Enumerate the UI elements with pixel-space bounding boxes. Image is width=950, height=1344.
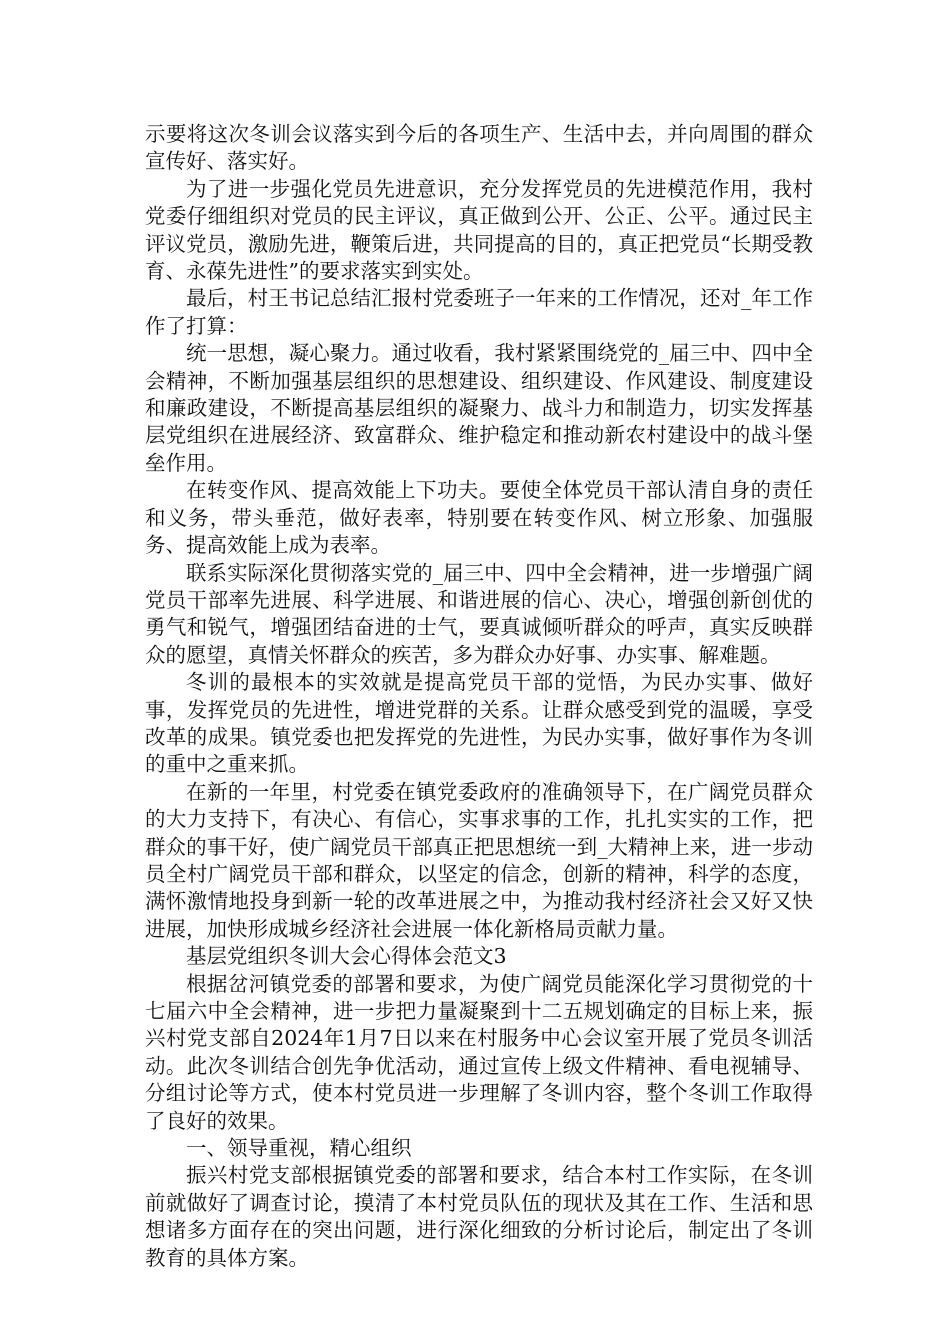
document-body bbox=[145, 121, 813, 1272]
paragraph-1: 示要将这次冬训会议落实到今后的各项生产、生活中去，并向周围的群众宣传好、落实好。 bbox=[145, 122, 813, 174]
paragraph-10: 振兴村党支部根据镇党委的部署和要求，结合本村工作实际，在冬训前就做好了调查讨论，摸清了本村党员队伍的现状及其在工作、生活和思想诸多方面存在的突出问题，进行深化细致的分析讨论后，制定出了冬训教育的具体方案。 bbox=[145, 1163, 813, 1270]
paragraph-9: 根据岔河镇党委的部署和要求，为使广阔党员能深化学习贯彻党的十七届六中全会精神，进一步把力量凝聚到十二五规划确定的目标上来，振兴村党支部自2024年1月7日以来在村服务中心会议室开展了党员冬训活动。此次冬训结合创先争优活动，通过宣传上级文件精神、看电视辅导、分组讨论等方式，使本村党员进一步理解了冬训内容，整个冬训工作取得了良好的效果。 bbox=[145, 971, 813, 1133]
section-title: 基层党组织冬训大会心得体会范文3 bbox=[186, 944, 507, 969]
paragraph-3: 最后，村王书记总结汇报村党委班子一年来的工作情况，还对_年工作作了打算： bbox=[145, 286, 813, 338]
paragraph-2: 为了进一步强化党员先进意识，充分发挥党员的先进模范作用，我村党委仔细组织对党员的民主评议，真正做到公开、公正、公平。通过民主评议党员，激励先进，鞭策后进，共同提高的目的，真正把党员“长期受教育、永葆先进性”的要求落实到实处。 bbox=[145, 176, 813, 284]
paragraph-4: 统一思想，凝心聚力。通过收看，我村紧紧围绕党的_届三中、四中全会精神，不断加强基层组织的思想建设、组织建设、作风建设、制度建设和廉政建设，不断提高基层组织的凝聚力、战斗力和制造力，切实发挥基层党组织在进展经济、致富群众、维护稳定和推动新农村建设中的战斗堡垒作用。 bbox=[145, 341, 813, 475]
subsection-heading: 一、领导重视，精心组织 bbox=[186, 1136, 412, 1161]
paragraph-7: 冬训的最根本的实效就是提高党员干部的觉悟，为民办实事、做好事，发挥党员的先进性，增进党群的关系。让群众感受到党的温暖，享受改革的成果。镇党委也把发挥党的先进性，为民办实事，做好事作为冬训的重中之重来抓。 bbox=[145, 670, 813, 777]
paragraph-6: 联系实际深化贯彻落实党的_届三中、四中全会精神，进一步增强广阔党员干部率先进展、科学进展、和谐进展的信心、决心，增强创新创优的勇气和锐气，增强团结奋进的士气，要真诚倾听群众的呼声，真实反映群众的愿望，真情关怀群众的疾苦，多为群众办好事、办实事、解难题。 bbox=[145, 560, 813, 667]
paragraph-8: 在新的一年里，村党委在镇党委政府的准确领导下，在广阔党员群众的大力支持下，有决心、有信心，实事求事的工作，扎扎实实的工作，把群众的事干好，使广阔党员干部真正把思想统一到_大精神上来，进一步动员全村广阔党员干部和群众，以坚定的信念，创新的精神，科学的态度，满怀激情地投身到新一轮的改革进展之中，为推动我村经济社会又好又快进展，加快形成城乡经济社会进展一体化新格局贡献力量。 bbox=[145, 779, 813, 941]
paragraph-5: 在转变作风、提高效能上下功夫。要使全体党员干部认清自身的责任和义务，带头垂范，做好表率，特别要在转变作风、树立形象、加强服务、提高效能上成为表率。 bbox=[145, 478, 813, 558]
